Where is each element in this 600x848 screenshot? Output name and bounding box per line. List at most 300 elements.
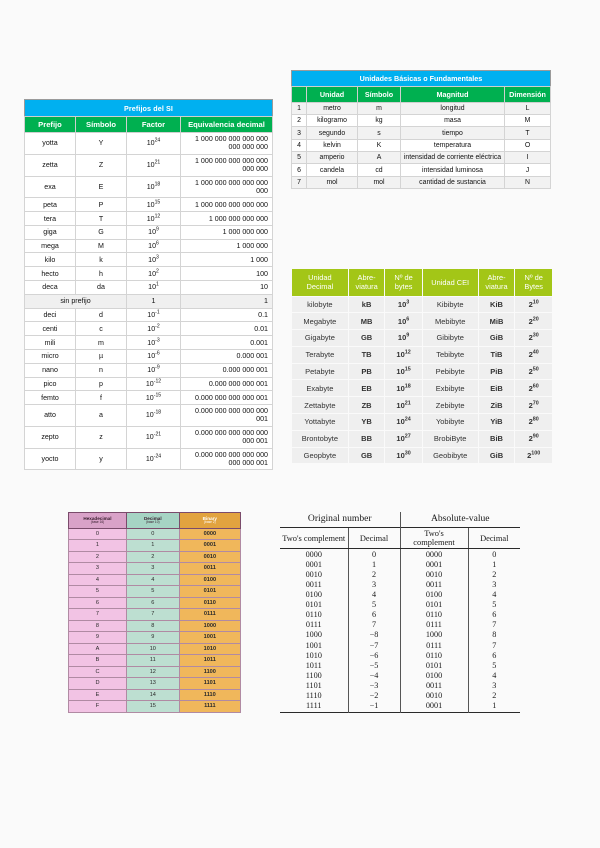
cell-hexadecimal: E <box>69 689 127 701</box>
cell-decimal: 15 <box>126 701 179 713</box>
cell-numero-bytes-decimal: $10^{30}$ <box>385 447 422 464</box>
col-header-binary <box>179 513 240 529</box>
cell-prefijo: deci <box>25 308 76 322</box>
cell-absolute-decimal: 4 <box>468 670 520 680</box>
table-row <box>69 528 241 540</box>
cell-numero-bytes-decimal: $10^{21}$ <box>385 397 422 414</box>
cell-absolute-twos-complement: 0111 <box>400 620 468 630</box>
table-row <box>25 212 273 226</box>
cell-numero-bytes-decimal: $10^{24}$ <box>385 413 422 430</box>
cell-unidad-decimal: Petabyte <box>292 363 349 380</box>
cell-decimal: 3 <box>126 563 179 575</box>
table-row <box>280 701 520 713</box>
table-row <box>69 689 241 701</box>
cell-dimension: J <box>505 164 551 176</box>
cell-unidad-decimal: Terabyte <box>292 346 349 363</box>
col-header-factor: Factor <box>127 117 181 133</box>
cell-abreviatura-cei: YiB <box>478 413 515 430</box>
table-row <box>280 690 520 700</box>
si-base-units-grid <box>291 70 551 189</box>
cell-abreviatura-decimal: GB <box>348 447 385 464</box>
table-row <box>292 164 551 176</box>
cell-magnitud: intensidad de corriente eléctrica <box>401 152 505 164</box>
col-header-equivalencia: Equivalencia decimal <box>181 117 273 133</box>
table-row <box>25 198 273 212</box>
cell-equivalencia: 0.000 001 <box>181 349 273 363</box>
cell-unidad-decimal: Exabyte <box>292 380 349 397</box>
cell-prefijo: sin prefijo <box>25 294 127 308</box>
cell-absolute-twos-complement: 0010 <box>400 569 468 579</box>
cell-original-decimal: −7 <box>348 640 400 650</box>
cell-prefijo: zetta <box>25 154 76 176</box>
cell-absolute-twos-complement: 0010 <box>400 690 468 700</box>
cell-simbolo: f <box>76 391 127 405</box>
cell-absolute-decimal: 5 <box>468 600 520 610</box>
table-row <box>25 377 273 391</box>
cell-factor: $10^{-2}$ <box>127 322 181 336</box>
cell-dimension: O <box>505 139 551 151</box>
cell-index: 5 <box>292 152 307 164</box>
col-header-abs-twos-complement: Two's complement <box>400 528 468 549</box>
cell-decimal: 12 <box>126 666 179 678</box>
table-row <box>280 660 520 670</box>
si-prefixes-body <box>25 133 273 470</box>
cell-original-twos-complement: 0001 <box>305 559 322 569</box>
cell-prefijo: atto <box>25 405 76 427</box>
table-row <box>69 632 241 644</box>
cell-magnitud: tiempo <box>401 127 505 139</box>
table-row <box>69 620 241 632</box>
cell-equivalencia: 0.1 <box>181 308 273 322</box>
cell-decimal: 1 <box>126 540 179 552</box>
cell-binary: 1010 <box>179 643 240 655</box>
cell-absolute-decimal: 1 <box>468 559 520 569</box>
cell-numero-bytes-cei: $2^{10}$ <box>515 296 553 313</box>
table-row <box>292 313 553 330</box>
cell-factor: $10^{-9}$ <box>127 363 181 377</box>
table-row <box>69 551 241 563</box>
cell-hexadecimal: B <box>69 655 127 667</box>
col-header-abs-decimal: Decimal <box>468 528 520 549</box>
cell-prefijo: kilo <box>25 253 76 267</box>
cell-abreviatura-decimal: kB <box>348 296 385 313</box>
cell-abreviatura-cei: MiB <box>478 313 515 330</box>
cell-simbolo: a <box>76 405 127 427</box>
cell-decimal: 5 <box>126 586 179 598</box>
cell-unidad-decimal: kilobyte <box>292 296 349 313</box>
table-row <box>280 640 520 650</box>
cell-simbolo: A <box>358 152 401 164</box>
cell-hexadecimal: 2 <box>69 551 127 563</box>
cell-prefijo: peta <box>25 198 76 212</box>
col-header-orig-twos-complement: Two's complement <box>280 528 348 549</box>
cell-binary: 1001 <box>179 632 240 644</box>
cell-equivalencia: 1 000 <box>181 253 273 267</box>
cell-absolute-twos-complement: 0100 <box>400 670 468 680</box>
cell-abreviatura-cei: ZiB <box>478 397 515 414</box>
cell-absolute-twos-complement: 0101 <box>400 660 468 670</box>
cell-numero-bytes-cei: $2^{90}$ <box>515 430 553 447</box>
cell-index: 1 <box>292 102 307 114</box>
table-row <box>25 225 273 239</box>
cell-decimal: 6 <box>126 597 179 609</box>
table-row <box>25 239 273 253</box>
cell-numero-bytes-cei: $2^{30}$ <box>515 330 553 347</box>
cell-decimal: 4 <box>126 574 179 586</box>
cell-simbolo: µ <box>76 349 127 363</box>
cell-absolute-twos-complement: 0110 <box>400 650 468 660</box>
table-row <box>292 127 551 139</box>
table-row <box>280 620 520 630</box>
cell-unidad-decimal: Megabyte <box>292 313 349 330</box>
cell-numero-bytes-cei: $2^{100}$ <box>515 447 553 464</box>
cell-factor: $10^{-3}$ <box>127 336 181 350</box>
table-row <box>292 363 553 380</box>
cell-simbolo: p <box>76 377 127 391</box>
cell-index: 7 <box>292 176 307 188</box>
cell-simbolo: Z <box>76 154 127 176</box>
cell-numero-bytes-decimal: $10^{12}$ <box>385 346 422 363</box>
cell-binary: 0000 <box>179 528 240 540</box>
cell-numero-bytes-cei: $2^{80}$ <box>515 413 553 430</box>
col-header-simbolo: Símbolo <box>76 117 127 133</box>
byte-units-body <box>292 296 553 464</box>
table-row <box>280 549 520 560</box>
table-row <box>25 308 273 322</box>
cell-index: 4 <box>292 139 307 151</box>
cell-equivalencia: 1 000 000 000 000 000 <box>181 198 273 212</box>
col-header-numero-bytes-cei: Nº de Bytes <box>515 269 553 297</box>
cell-prefijo: zepto <box>25 426 76 448</box>
cell-binary: 0001 <box>179 540 240 552</box>
col-header-binary-base: (base 2) <box>203 519 216 524</box>
cell-absolute-twos-complement: 0100 <box>400 590 468 600</box>
cell-unidad-cei: Kibibyte <box>422 296 478 313</box>
column-header-row <box>292 87 551 102</box>
cell-hexadecimal: 1 <box>69 540 127 552</box>
cell-prefijo: tera <box>25 212 76 226</box>
cell-prefijo: nano <box>25 363 76 377</box>
cell-original-twos-complement: 1000 <box>305 630 322 640</box>
table-row <box>292 447 553 464</box>
cell-abreviatura-cei: GiB <box>478 447 515 464</box>
cell-equivalencia: 0.001 <box>181 336 273 350</box>
col-header-abreviatura-cei: Abre-viatura <box>478 269 515 297</box>
cell-simbolo: da <box>76 281 127 295</box>
cell-binary: 1110 <box>179 689 240 701</box>
cell-decimal: 0 <box>126 528 179 540</box>
cell-binary: 0101 <box>179 586 240 598</box>
cell-factor: $10^{-24}$ <box>127 448 181 470</box>
cell-hexadecimal: D <box>69 678 127 690</box>
cell-absolute-decimal: 4 <box>468 590 520 600</box>
cell-absolute-twos-complement: 0001 <box>400 701 468 713</box>
cell-absolute-decimal: 7 <box>468 620 520 630</box>
cell-unidad-cei: Pebibyte <box>422 363 478 380</box>
table-row <box>280 600 520 610</box>
table-row <box>292 152 551 164</box>
cell-factor: $10^{12}$ <box>127 212 181 226</box>
column-header-row <box>280 528 520 549</box>
cell-abreviatura-decimal: MB <box>348 313 385 330</box>
cell-absolute-twos-complement: 0011 <box>400 579 468 589</box>
cell-absolute-decimal: 5 <box>468 660 520 670</box>
cell-absolute-decimal: 2 <box>468 690 520 700</box>
table-row <box>25 448 273 470</box>
cell-unidad-decimal: Yottabyte <box>292 413 349 430</box>
cell-index: 3 <box>292 127 307 139</box>
table-row <box>69 609 241 621</box>
cell-abreviatura-decimal: YB <box>348 413 385 430</box>
cell-simbolo: E <box>76 176 127 198</box>
hex-dec-bin-grid <box>68 512 241 713</box>
table-row <box>280 559 520 569</box>
cell-original-twos-complement: 0000 <box>305 549 322 559</box>
group-header-original-number: Original number <box>280 512 400 528</box>
cell-original-twos-complement: 1011 <box>305 660 322 670</box>
cell-unidad-decimal: Gigabyte <box>292 330 349 347</box>
cell-numero-bytes-cei: $2^{60}$ <box>515 380 553 397</box>
table-row <box>25 294 273 308</box>
cell-simbolo: M <box>76 239 127 253</box>
cell-unidad: segundo <box>307 127 358 139</box>
cell-numero-bytes-decimal: $10^6$ <box>385 313 422 330</box>
cell-prefijo: exa <box>25 176 76 198</box>
cell-unidad: kelvin <box>307 139 358 151</box>
table-row <box>25 336 273 350</box>
cell-absolute-decimal: 6 <box>468 650 520 660</box>
table-row <box>292 413 553 430</box>
cell-absolute-twos-complement: 0110 <box>400 610 468 620</box>
cell-original-decimal: −3 <box>348 680 400 690</box>
byte-units-table <box>291 268 553 464</box>
si-base-units-table <box>291 70 551 189</box>
cell-original-twos-complement: 0111 <box>305 620 322 630</box>
cell-abreviatura-decimal: GB <box>348 330 385 347</box>
table-title-row <box>25 100 273 117</box>
cell-equivalencia: 1 <box>181 294 273 308</box>
cell-numero-bytes-decimal: $10^{18}$ <box>385 380 422 397</box>
col-header-unidad-decimal: Unidad Decimal <box>292 269 349 297</box>
table-row <box>69 701 241 713</box>
cell-binary: 1111 <box>179 701 240 713</box>
cell-magnitud: cantidad de sustancia <box>401 176 505 188</box>
cell-abreviatura-cei: GiB <box>478 330 515 347</box>
table-row <box>69 643 241 655</box>
cell-absolute-twos-complement: 0101 <box>400 600 468 610</box>
col-header-binary-label: Binary <box>202 515 217 521</box>
cell-unidad-decimal: Brontobyte <box>292 430 349 447</box>
cell-factor: $10^9$ <box>127 225 181 239</box>
table-row <box>25 176 273 198</box>
cell-prefijo: micro <box>25 349 76 363</box>
cell-decimal: 2 <box>126 551 179 563</box>
cell-index: 6 <box>292 164 307 176</box>
cell-simbolo: h <box>76 267 127 281</box>
col-header-abreviatura-decimal: Abre-viatura <box>348 269 385 297</box>
cell-factor: $10^{-18}$ <box>127 405 181 427</box>
cell-hexadecimal: 5 <box>69 586 127 598</box>
cell-factor: $10^{-15}$ <box>127 391 181 405</box>
cell-original-twos-complement: 0110 <box>305 610 322 620</box>
cell-hexadecimal: 0 <box>69 528 127 540</box>
cell-unidad-cei: Gibibyte <box>422 330 478 347</box>
table-row <box>280 610 520 620</box>
cell-binary: 0111 <box>179 609 240 621</box>
col-header-index <box>292 87 307 102</box>
cell-factor: $10^1$ <box>127 281 181 295</box>
cell-equivalencia: 0.000 000 001 <box>181 363 273 377</box>
cell-abreviatura-cei: BiB <box>478 430 515 447</box>
cell-original-twos-complement: 1110 <box>305 691 322 701</box>
cell-hexadecimal: 3 <box>69 563 127 575</box>
cell-hexadecimal: 4 <box>69 574 127 586</box>
cell-prefijo: mili <box>25 336 76 350</box>
footer-rule <box>280 713 520 714</box>
cell-original-twos-complement: 0100 <box>305 590 322 600</box>
col-header-unidad: Unidad <box>307 87 358 102</box>
cell-simbolo: z <box>76 426 127 448</box>
cell-original-decimal: 0 <box>348 549 400 560</box>
table-row <box>292 139 551 151</box>
cell-unidad-cei: Zebibyte <box>422 397 478 414</box>
cell-original-twos-complement: 1111 <box>306 701 322 711</box>
table-row <box>25 349 273 363</box>
cell-numero-bytes-decimal: $10^9$ <box>385 330 422 347</box>
cell-original-decimal: −6 <box>348 650 400 660</box>
cell-decimal: 11 <box>126 655 179 667</box>
si-units-title: Unidades Básicas o Fundamentales <box>292 71 551 87</box>
table-row <box>280 670 520 680</box>
cell-simbolo: P <box>76 198 127 212</box>
cell-prefijo: femto <box>25 391 76 405</box>
cell-decimal: 9 <box>126 632 179 644</box>
cell-hexadecimal: 8 <box>69 620 127 632</box>
table-row <box>25 267 273 281</box>
cell-equivalencia: 100 <box>181 267 273 281</box>
cell-equivalencia: 1 000 000 000 000 000 000 <box>181 176 273 198</box>
cell-factor: $10^{-1}$ <box>127 308 181 322</box>
cell-abreviatura-cei: EiB <box>478 380 515 397</box>
cell-absolute-decimal: 0 <box>468 549 520 560</box>
cell-original-decimal: 5 <box>348 600 400 610</box>
byte-units-grid <box>291 268 553 464</box>
cell-prefijo: giga <box>25 225 76 239</box>
cell-simbolo: kg <box>358 114 401 126</box>
table-row <box>292 296 553 313</box>
cell-magnitud: longitud <box>401 102 505 114</box>
cell-decimal: 7 <box>126 609 179 621</box>
cell-numero-bytes-decimal: $10^3$ <box>385 296 422 313</box>
cell-original-decimal: 1 <box>348 559 400 569</box>
cell-abreviatura-cei: KiB <box>478 296 515 313</box>
cell-decimal: 8 <box>126 620 179 632</box>
cell-absolute-twos-complement: 0001 <box>400 559 468 569</box>
cell-simbolo: mol <box>358 176 401 188</box>
col-header-decimal-label: Decimal <box>143 515 162 521</box>
cell-unidad-decimal: Geopbyte <box>292 447 349 464</box>
cell-unidad: metro <box>307 102 358 114</box>
cell-hexadecimal: F <box>69 701 127 713</box>
cell-equivalencia: 0.000 000 000 001 <box>181 377 273 391</box>
cell-original-decimal: −5 <box>348 660 400 670</box>
cell-absolute-twos-complement: 0111 <box>400 640 468 650</box>
cell-absolute-decimal: 1 <box>468 701 520 713</box>
cell-original-decimal: −1 <box>348 701 400 713</box>
column-header-row <box>292 269 553 297</box>
cell-factor: $10^{18}$ <box>127 176 181 198</box>
table-row <box>280 630 520 640</box>
cell-unidad-cei: Exbibyte <box>422 380 478 397</box>
cell-numero-bytes-cei: $2^{20}$ <box>515 313 553 330</box>
cell-simbolo: y <box>76 448 127 470</box>
cell-equivalencia: 10 <box>181 281 273 295</box>
col-header-simbolo: Símbolo <box>358 87 401 102</box>
cell-absolute-decimal: 8 <box>468 630 520 640</box>
cell-equivalencia: 1 000 000 000 <box>181 225 273 239</box>
table-row <box>280 650 520 660</box>
cell-binary: 0010 <box>179 551 240 563</box>
cell-numero-bytes-decimal: $10^{27}$ <box>385 430 422 447</box>
cell-magnitud: intensidad luminosa <box>401 164 505 176</box>
cell-unidad: mol <box>307 176 358 188</box>
table-row <box>292 380 553 397</box>
cell-equivalencia: 0.000 000 000 000 000 000 000 001 <box>181 448 273 470</box>
cell-simbolo: d <box>76 308 127 322</box>
table-row <box>280 569 520 579</box>
table-row <box>69 678 241 690</box>
cell-abreviatura-decimal: BB <box>348 430 385 447</box>
cell-binary: 0110 <box>179 597 240 609</box>
table-row <box>69 655 241 667</box>
table-row <box>292 114 551 126</box>
cell-dimension: N <box>505 176 551 188</box>
cell-binary: 0100 <box>179 574 240 586</box>
cell-factor: $10^{-21}$ <box>127 426 181 448</box>
column-header-row <box>25 117 273 133</box>
table-row <box>292 330 553 347</box>
cell-unidad-cei: Yobibyte <box>422 413 478 430</box>
cell-abreviatura-decimal: ZB <box>348 397 385 414</box>
cell-factor: $10^3$ <box>127 253 181 267</box>
table-row <box>280 579 520 589</box>
col-header-hexadecimal <box>69 513 127 529</box>
group-header-absolute-value: Absolute-value <box>430 513 490 524</box>
twos-complement-table <box>280 512 520 713</box>
cell-numero-bytes-cei: $2^{50}$ <box>515 363 553 380</box>
cell-factor: $10^{15}$ <box>127 198 181 212</box>
cell-simbolo: s <box>358 127 401 139</box>
table-row <box>25 391 273 405</box>
cell-prefijo: yocto <box>25 448 76 470</box>
cell-unidad: amperio <box>307 152 358 164</box>
cell-binary: 1101 <box>179 678 240 690</box>
cell-dimension: I <box>505 152 551 164</box>
cell-magnitud: temperatura <box>401 139 505 151</box>
cell-dimension: M <box>505 114 551 126</box>
cell-factor: 1 <box>127 294 181 308</box>
cell-numero-bytes-cei: $2^{40}$ <box>515 346 553 363</box>
hex-dec-bin-body <box>69 528 241 712</box>
cell-binary: 1100 <box>179 666 240 678</box>
cell-abreviatura-cei: PiB <box>478 363 515 380</box>
cell-abreviatura-decimal: TB <box>348 346 385 363</box>
group-header-row <box>280 512 520 528</box>
cell-original-twos-complement: 1100 <box>305 670 322 680</box>
cell-unidad-decimal: Zettabyte <box>292 397 349 414</box>
cell-original-decimal: 3 <box>348 579 400 589</box>
cell-equivalencia: 0.000 000 000 000 001 <box>181 391 273 405</box>
